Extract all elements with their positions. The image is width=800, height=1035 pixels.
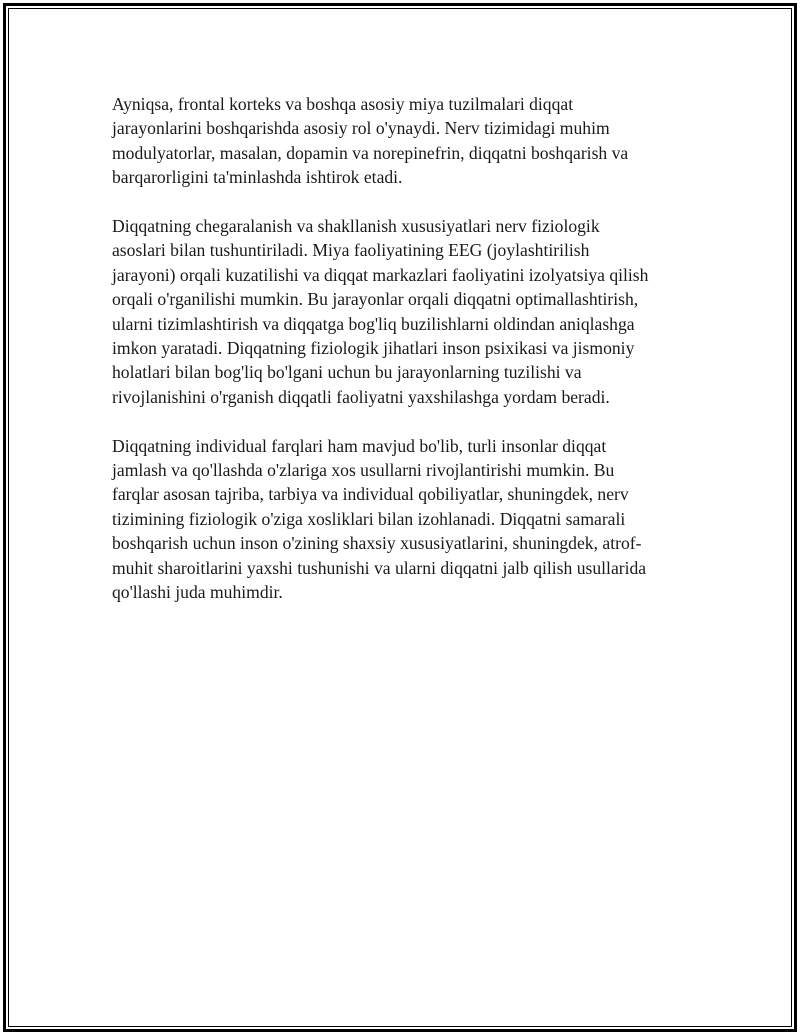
document-body [112,92,677,629]
paragraph-2: Diqqatning chegaralanish va shakllanish xususiyatlari nerv fiziologik asoslari bilan tushuntiriladi. Miya faoliyatining EEG (joylashtirilish jarayoni) orqali kuzatilishi va diqqat markazlari faoliyatini izolyatsiya qilish orqali o'rganilishi mumkin. Bu jarayonlar orqali diqqatni optimallashtirish, ularni tizimlashtirish va diqqatga bog'liq buzilishlarni oldindan aniqlashga imkon yaratadi. Diqqatning fiziologik jihatlari inson psixikasi va jismoniy holatlari bilan bog'liq bo'lgani uchun bu jarayonlarning tuzilishi va rivojlanishini o'rganish diqqatli faoliyatni yaxshilashga yordam beradi. [112,216,649,407]
paragraph-1: Ayniqsa, frontal korteks va boshqa asosiy miya tuzilmalari diqqat jarayonlarini boshqarishda asosiy rol o'ynaydi. Nerv tizimidagi muhim modulyatorlar, masalan, dopamin va norepinefrin, diqqatni boshqarish va barqarorligini ta'minlashda ishtirok etadi. [112,94,629,188]
paragraph-3: Diqqatning individual farqlari ham mavjud bo'lib, turli insonlar diqqat jamlash va qo'llashda o'zlariga xos usullarni rivojlantirishi mumkin. Bu farqlar asosan tajriba, tarbiya va individual qobiliyatlar, shuningdek, nerv tizimining fiziologik o'ziga xosliklari bilan izohlanadi. Diqqatni samarali boshqarish uchun inson o'zining shaxsiy xususiyatlarini, shuningdek, atrof- muhit sharoitlarini yaxshi tushunishi va ularni diqqatni jalb qilish usullarida qo'llashi juda muhimdir. [112,435,647,603]
